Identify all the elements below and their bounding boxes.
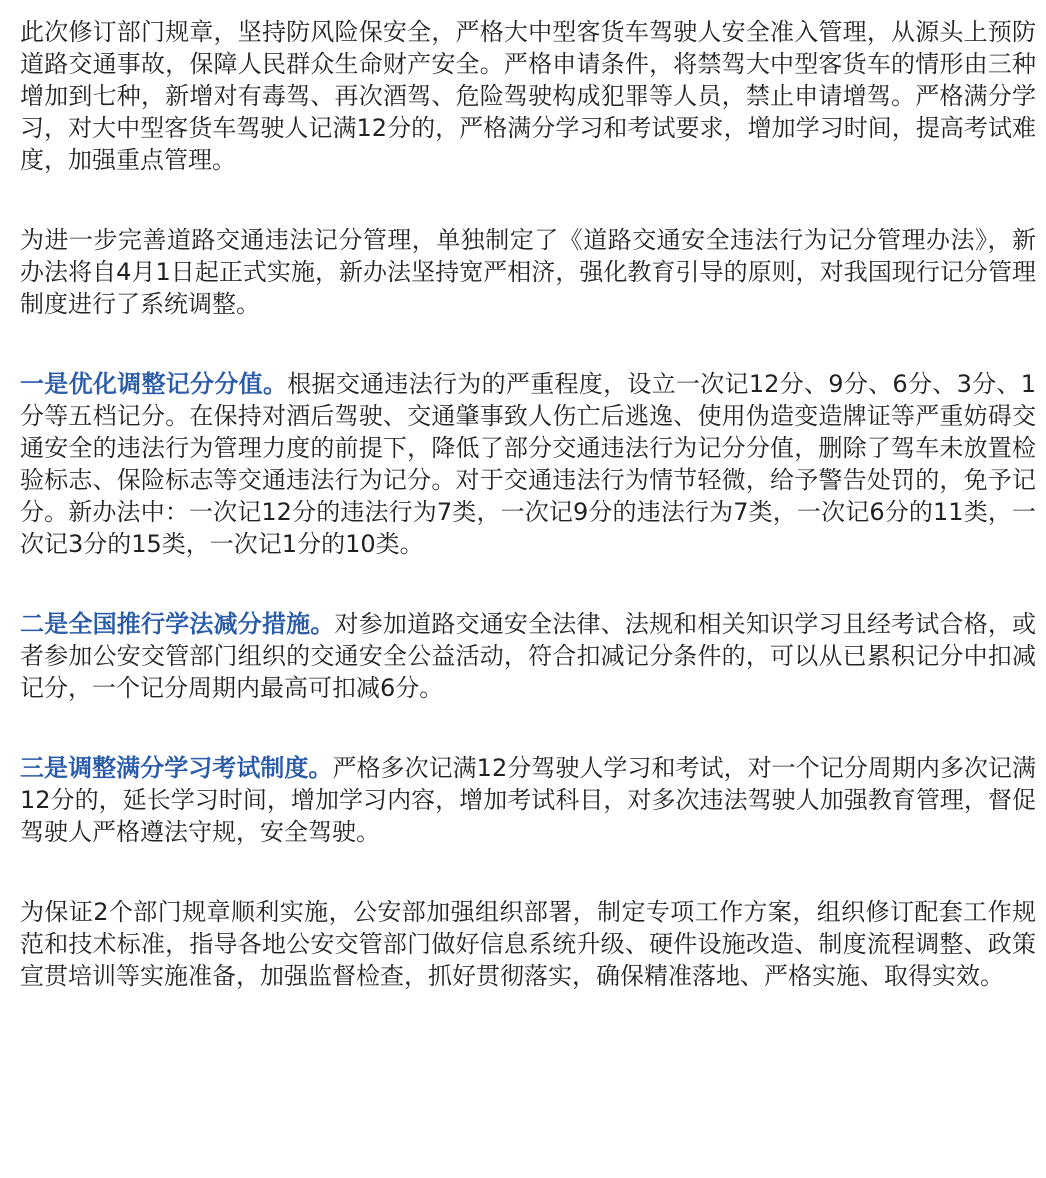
paragraph-new-regulation [20,224,1036,320]
paragraph-conclusion [20,896,1036,992]
paragraph-lead-heading: 二是全国推行学法减分措施。 [20,610,335,638]
paragraph-text: 严格多次记满12分驾驶人学习和考试，对一个记分周期内多次记满12分的，延长学习时间，增加学习内容，增加考试科目，对多次违法驾驶人加强教育管理，督促驾驶人严格遵法守规，安全驾驶。 [20,754,1036,846]
paragraph-text: 为进一步完善道路交通违法记分管理，单独制定了《道路交通安全违法行为记分管理办法》，新办法将自4月1日起正式实施，新办法坚持宽严相济，强化教育引导的原则，对我国现行记分管理制度进行了系统调整。 [20,226,1036,318]
paragraph-lead-heading: 一是优化调整记分分值。 [20,370,288,398]
paragraph-text: 此次修订部门规章，坚持防风险保安全，严格大中型客货车驾驶人安全准入管理，从源头上预防道路交通事故，保障人民群众生命财产安全。严格申请条件，将禁驾大中型客货车的情形由三种增加到七种，新增对有毒驾、再次酒驾、危险驾驶构成犯罪等人员，禁止申请增驾。严格满分学习，对大中型客货车驾驶人记满12分的，严格满分学习和考试要求，增加学习时间，提高考试难度，加强重点管理。 [20,18,1036,174]
paragraph-point-one [20,368,1036,560]
paragraph-point-two [20,608,1036,704]
paragraph-lead-heading: 三是调整满分学习考试制度。 [20,754,333,782]
paragraph-point-three [20,752,1036,848]
paragraph-text: 为保证2个部门规章顺利实施，公安部加强组织部署，制定专项工作方案，组织修订配套工作规范和技术标准，指导各地公安交管部门做好信息系统升级、硬件设施改造、制度流程调整、政策宣贯培训等实施准备，加强监督检查，抓好贯彻落实，确保精准落地、严格实施、取得实效。 [20,898,1036,990]
paragraph-text: 根据交通违法行为的严重程度，设立一次记12分、9分、6分、3分、1分等五档记分。在保持对酒后驾驶、交通肇事致人伤亡后逃逸、使用伪造变造牌证等严重妨碍交通安全的违法行为管理力度的前提下，降低了部分交通违法行为记分分值，删除了驾车未放置检验标志、保险标志等交通违法行为记分。对于交通违法行为情节轻微，给予警告处罚的，免予记分。新办法中：一次记12分的违法行为7类，一次记9分的违法行为7类，一次记6分的11类，一次记3分的15类，一次记1分的10类。 [20,370,1036,558]
paragraph-text: 对参加道路交通安全法律、法规和相关知识学习且经考试合格，或者参加公安交管部门组织的交通安全公益活动，符合扣减记分条件的，可以从已累积记分中扣减记分，一个记分周期内最高可扣减6分。 [20,610,1037,702]
paragraph-intro [20,16,1036,176]
